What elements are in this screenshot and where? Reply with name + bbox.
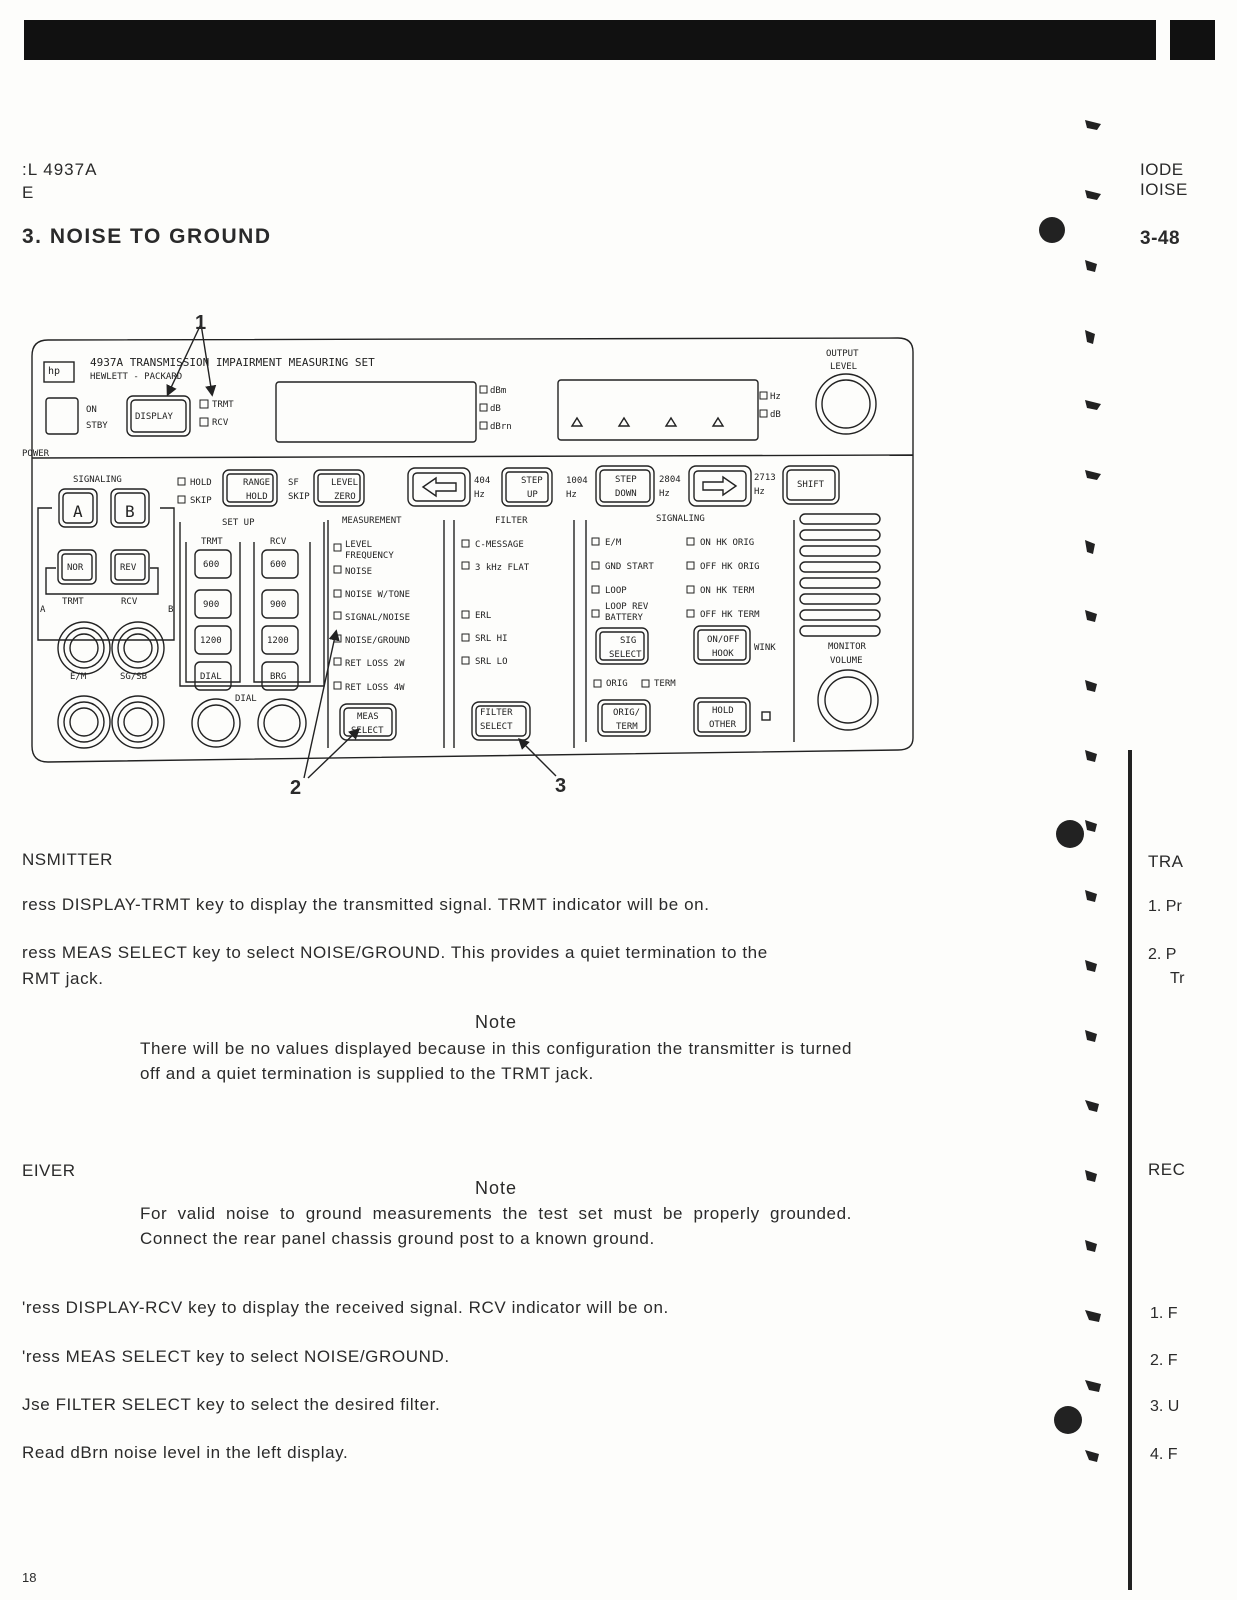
transmitter-heading: NSMITTER <box>22 850 113 869</box>
wink-label: WINK <box>754 643 776 653</box>
trmt-1200: 1200 <box>200 636 222 646</box>
signaling-label: SIGNALING <box>73 475 122 485</box>
stepdown-key-1: STEP <box>615 475 637 485</box>
right-fragment-step2: 2. P <box>1148 946 1177 963</box>
f2804-label: 2804 <box>659 475 681 485</box>
section-title: 3. NOISE TO GROUND <box>22 225 272 248</box>
receiver-step-3: Jse FILTER SELECT key to select the desired filter. <box>22 1395 441 1414</box>
subheader: E <box>22 183 35 202</box>
output-level-label-1: OUTPUT <box>826 349 859 359</box>
receiver-step-1: 'ress DISPLAY-RCV key to display the received signal. RCV indicator will be on. <box>22 1298 669 1317</box>
transmitter-note-text: There will be no values displayed because in this configuration the transmitter is turned off and a quiet termination is supplied to the TRMT jack. <box>140 1039 852 1083</box>
term-label: TERM <box>654 679 676 689</box>
right-fragment-noise: IOISE <box>1140 180 1188 199</box>
trmt-900: 900 <box>203 600 220 610</box>
hold-other-key-1: HOLD <box>712 706 734 716</box>
stby-label: STBY <box>86 421 108 431</box>
display-key: DISPLAY <box>135 412 173 422</box>
right-fragment-step1: 1. Pr <box>1148 898 1182 915</box>
dial-label: DIAL <box>235 694 257 704</box>
level-key-2: ZERO <box>334 492 356 502</box>
transmitter-step-1: ress DISPLAY-TRMT key to display the transmitted signal. TRMT indicator will be on. <box>22 895 710 914</box>
unit-db-right: dB <box>770 410 781 420</box>
filter-srl-lo: SRL LO <box>475 657 508 667</box>
jack-a-label: A <box>40 605 46 615</box>
filter-label: FILTER <box>495 516 528 526</box>
stepup-key-1: STEP <box>521 476 543 486</box>
right-fragment-rec: REC <box>1148 1160 1186 1179</box>
hp-logo: hp <box>48 366 61 377</box>
f2713-hz: Hz <box>754 487 765 497</box>
right-fragment-r2: 2. F <box>1150 1352 1178 1369</box>
filter-3khz-flat: 3 kHz FLAT <box>475 563 530 573</box>
f1004-label: 1004 <box>566 476 588 486</box>
measurement-label: MEASUREMENT <box>342 516 402 526</box>
meas-select-key-2: SELECT <box>351 726 384 736</box>
transmitter-step-2: ress MEAS SELECT key to select NOISE/GROUND. This provides a quiet termination to the <box>22 943 768 962</box>
trmt-dial: DIAL <box>200 672 222 682</box>
key-a: A <box>73 502 83 521</box>
filter-erl: ERL <box>475 611 492 621</box>
sgsb-jack-label: SG/SB <box>120 672 148 682</box>
meas-ret-loss-2w: RET LOSS 2W <box>345 659 405 669</box>
receiver-note-text: For valid noise to ground measurements the test set must be properly grounded. Connect the rear panel chassis ground post to a known ground. <box>140 1204 852 1248</box>
right-fragment-mode: IODE <box>1140 160 1184 179</box>
sf-skip-label: SKIP <box>288 492 310 502</box>
meas-noise-tone: NOISE W/TONE <box>345 590 411 600</box>
key-rev: REV <box>120 563 137 573</box>
orig-term-key-1: ORIG/ <box>613 708 641 718</box>
setup-rcv-label: RCV <box>270 537 287 547</box>
right-fragment-r1: 1. F <box>1150 1305 1178 1322</box>
transmitter-note-title: Note <box>474 1012 518 1032</box>
front-panel-figure <box>18 310 928 800</box>
setup-trmt-label: TRMT <box>201 537 223 547</box>
output-level-label-2: LEVEL <box>830 362 858 372</box>
range-key-2: HOLD <box>246 492 268 502</box>
rcv-brg: BRG <box>270 672 287 682</box>
filter-select-key-1: FILTER <box>480 708 513 718</box>
right-fragment-step2b: Tr <box>1170 970 1185 987</box>
sig-off-hk-orig: OFF HK ORIG <box>700 562 760 572</box>
sig-on-hk-orig: ON HK ORIG <box>700 538 755 548</box>
callout-3: 3 <box>555 775 567 797</box>
panel-brand: HEWLETT - PACKARD <box>90 372 183 382</box>
f404-label: 404 <box>474 476 491 486</box>
sf-label: SF <box>288 478 299 488</box>
right-fragment-page-ref: 3-48 <box>1140 228 1181 249</box>
sig-em: E/M <box>605 538 622 548</box>
right-fragment-r3: 3. U <box>1150 1398 1180 1415</box>
sig-select-key-1: SIG <box>620 636 637 646</box>
unit-dbrn: dBrn <box>490 422 512 432</box>
right-fragment-r4: 4. F <box>1150 1446 1178 1463</box>
level-key-1: LEVEL <box>331 478 359 488</box>
shift-key: SHIFT <box>797 480 825 490</box>
model-header: :L 4937A <box>22 160 98 179</box>
transmitter-step-2-cont: RMT jack. <box>22 969 104 988</box>
filter-select-key-2: SELECT <box>480 722 513 732</box>
stepdown-key-2: DOWN <box>615 489 637 499</box>
hold-other-key-2: OTHER <box>709 720 737 730</box>
f404-hz: Hz <box>474 490 485 500</box>
meas-noise: NOISE <box>345 567 373 577</box>
header-bar <box>24 20 1156 60</box>
page-number: 18 <box>22 1570 37 1585</box>
unit-hz: Hz <box>770 392 781 402</box>
sig-off-hk-term: OFF HK TERM <box>700 610 760 620</box>
em-jack-label: E/M <box>70 672 87 682</box>
sig-loop: LOOP <box>605 586 627 596</box>
meas-signal-noise: SIGNAL/NOISE <box>345 613 411 623</box>
callout-1: 1 <box>195 312 207 334</box>
right-fragment-tra: TRA <box>1148 852 1184 871</box>
on-label: ON <box>86 405 97 415</box>
meas-select-key-1: MEAS <box>357 712 379 722</box>
panel-model-text: 4937A TRANSMISSION IMPAIRMENT MEASURING SET <box>90 356 375 369</box>
key-nor: NOR <box>67 563 84 573</box>
sig-on-hk-term: ON HK TERM <box>700 586 755 596</box>
orig-term-key-2: TERM <box>616 722 638 732</box>
trmt-600: 600 <box>203 560 220 570</box>
meas-level-frequency: LEVEL FREQUENCY <box>345 540 394 561</box>
trmt-indicator: TRMT <box>212 400 234 410</box>
f2713-label: 2713 <box>754 473 776 483</box>
range-key-1: RANGE <box>243 478 271 488</box>
monitor-label: MONITOR <box>828 642 866 652</box>
receiver-note-title: Note <box>474 1178 518 1198</box>
key-b: B <box>125 502 135 521</box>
f2804-hz: Hz <box>659 489 670 499</box>
meas-ret-loss-4w: RET LOSS 4W <box>345 683 405 693</box>
sig-gnd-start: GND START <box>605 562 654 572</box>
hold-label: HOLD <box>190 478 212 488</box>
meas-noise-ground: NOISE/GROUND <box>345 636 411 646</box>
filter-cmessage: C-MESSAGE <box>475 540 524 550</box>
header-bar-right <box>1170 20 1215 60</box>
power-label: POWER <box>22 449 50 459</box>
rcv-indicator: RCV <box>212 418 229 428</box>
rcv-1200: 1200 <box>267 636 289 646</box>
receiver-step-2: 'ress MEAS SELECT key to select NOISE/GROUND. <box>22 1347 450 1366</box>
orig-label: ORIG <box>606 679 628 689</box>
setup-label: SET UP <box>222 518 255 528</box>
stepup-key-2: UP <box>527 490 538 500</box>
onoff-hook-key-2: HOOK <box>712 649 734 659</box>
f1004-hz: Hz <box>566 490 577 500</box>
jack-b-label: B <box>168 605 174 615</box>
unit-dbm: dBm <box>490 386 507 396</box>
trmt-jack-label: TRMT <box>62 597 84 607</box>
volume-label: VOLUME <box>830 656 863 666</box>
receiver-heading: EIVER <box>22 1161 76 1180</box>
rcv-600: 600 <box>270 560 287 570</box>
rcv-900: 900 <box>270 600 287 610</box>
sig-loop-rev-battery: LOOP REV BATTERY <box>605 602 649 623</box>
callout-2: 2 <box>290 777 302 799</box>
receiver-step-4: Read dBrn noise level in the left display. <box>22 1443 349 1462</box>
onoff-hook-key-1: ON/OFF <box>707 635 740 645</box>
unit-db: dB <box>490 404 501 414</box>
filter-srl-hi: SRL HI <box>475 634 508 644</box>
signaling-group-label: SIGNALING <box>656 514 705 524</box>
rcv-jack-label: RCV <box>121 597 138 607</box>
sig-select-key-2: SELECT <box>609 650 642 660</box>
skip-label: SKIP <box>190 496 212 506</box>
